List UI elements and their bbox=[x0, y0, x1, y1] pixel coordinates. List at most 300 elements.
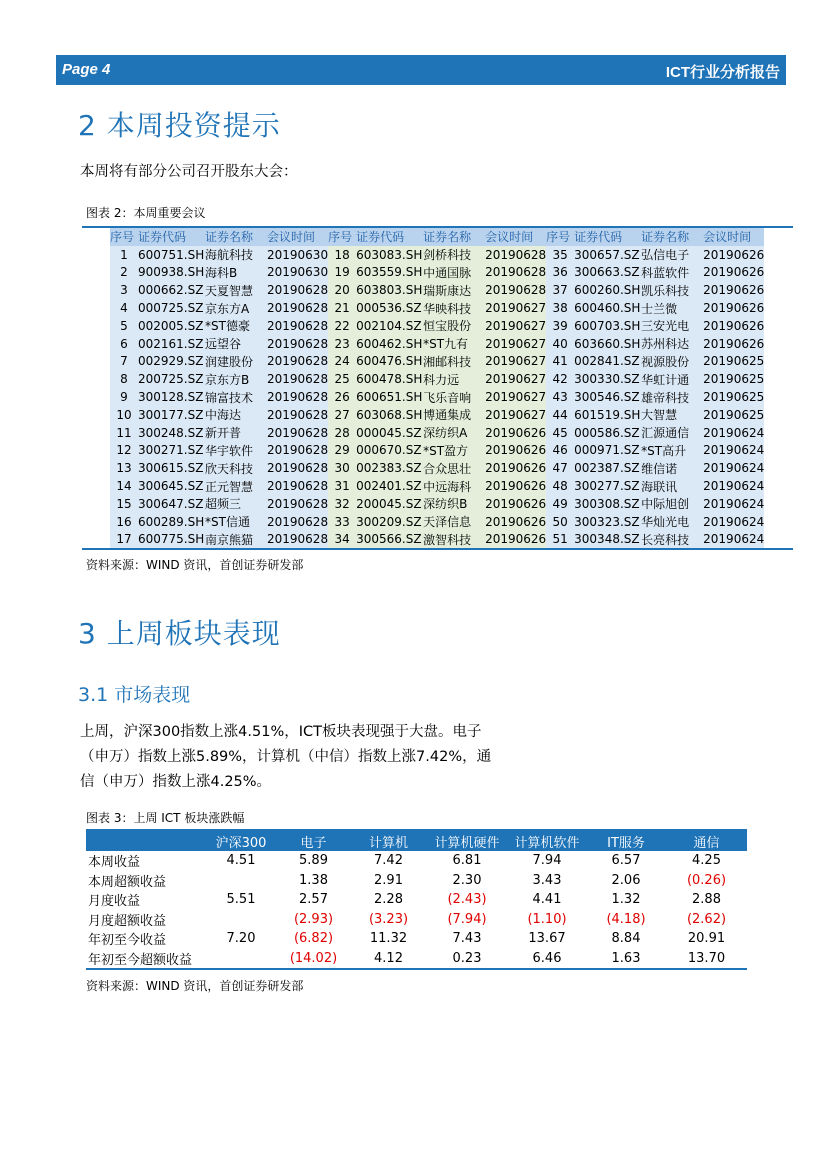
table-cell: 002383.SZ bbox=[356, 461, 422, 476]
table-cell: 5.51 bbox=[226, 892, 256, 908]
column-header: 证券代码 bbox=[138, 228, 205, 246]
table-cell: 600751.SH bbox=[138, 247, 205, 262]
table-cell: 20190626 bbox=[485, 532, 547, 547]
table-cell: 激智科技 bbox=[423, 531, 485, 549]
table-cell: 20190630 bbox=[267, 247, 329, 262]
table-cell: 600478.SH bbox=[356, 372, 423, 387]
table-row bbox=[110, 246, 764, 264]
table-row bbox=[110, 299, 764, 317]
table-cell: 中海达 bbox=[205, 406, 267, 424]
column-header: 计算机硬件 bbox=[426, 831, 508, 851]
table-cell: 19 bbox=[328, 264, 356, 282]
table-cell: 22 bbox=[328, 317, 356, 335]
table-cell: 36 bbox=[546, 264, 574, 282]
table-cell: 6 bbox=[110, 335, 138, 353]
table-cell: 4.12 bbox=[374, 950, 403, 966]
table-cell: (2.93) bbox=[293, 911, 334, 927]
table-cell: 20190627 bbox=[485, 390, 547, 405]
table-cell: (6.82) bbox=[293, 931, 334, 947]
table-cell: 20190628 bbox=[267, 318, 329, 333]
column-header: 序号 bbox=[328, 228, 356, 246]
table-cell: *ST高升 bbox=[641, 442, 703, 460]
meeting-table bbox=[82, 226, 793, 550]
table-cell: 002104.SZ bbox=[356, 318, 422, 333]
table-cell: 600703.SH bbox=[574, 318, 641, 333]
column-header: IT服务 bbox=[586, 831, 666, 851]
table-cell: 000662.SZ bbox=[138, 283, 204, 298]
table-cell: 2 bbox=[110, 264, 138, 282]
table-cell: 三安光电 bbox=[641, 317, 703, 335]
column-header: 沪深300 bbox=[206, 831, 276, 851]
table-row bbox=[110, 424, 764, 442]
table-cell: 13.70 bbox=[687, 950, 726, 966]
table-cell: 20190625 bbox=[703, 372, 765, 387]
sector-performance-table bbox=[86, 829, 747, 970]
table-cell: *ST盈方 bbox=[423, 442, 485, 460]
table-cell: 20190627 bbox=[485, 336, 547, 351]
table-row bbox=[110, 531, 764, 549]
table-row bbox=[110, 459, 764, 477]
table-cell: 300645.SZ bbox=[138, 479, 204, 494]
table-cell: 20190625 bbox=[703, 354, 765, 369]
table-cell: 300128.SZ bbox=[138, 390, 204, 405]
table-bottom-rule bbox=[86, 968, 747, 970]
table-cell: 10 bbox=[110, 406, 138, 424]
table-cell: 34 bbox=[328, 531, 356, 549]
table-cell: 603083.SH bbox=[356, 247, 423, 262]
table-cell: 20190627 bbox=[485, 372, 547, 387]
table-cell: 47 bbox=[546, 459, 574, 477]
table-cell: 300348.SZ bbox=[574, 532, 640, 547]
table-cell: 002841.SZ bbox=[574, 354, 640, 369]
table-cell: 视源股份 bbox=[641, 353, 703, 371]
table-row bbox=[110, 264, 764, 282]
table-cell: 中通国脉 bbox=[423, 264, 485, 282]
column-header: 证券名称 bbox=[641, 228, 703, 246]
table-cell: 20190628 bbox=[485, 265, 547, 280]
table-cell: 42 bbox=[546, 370, 574, 388]
table-cell bbox=[206, 871, 276, 891]
table-cell: 600476.SH bbox=[356, 354, 423, 369]
table-cell: 000536.SZ bbox=[356, 301, 422, 316]
table-cell: (3.23) bbox=[368, 911, 409, 927]
table-cell: 20190626 bbox=[485, 425, 547, 440]
table-cell: 20190625 bbox=[703, 407, 765, 422]
section-2-intro: 本周将有部分公司召开股东大会： bbox=[80, 164, 298, 180]
table-row bbox=[86, 910, 747, 930]
table-cell: 2.30 bbox=[452, 872, 482, 888]
column-header: 证券代码 bbox=[574, 228, 641, 246]
table-row bbox=[110, 281, 764, 299]
table-cell: 21 bbox=[328, 299, 356, 317]
table-cell: 20 bbox=[328, 281, 356, 299]
row-label: 月度收益 bbox=[88, 894, 141, 910]
table-cell: 正元智慧 bbox=[205, 477, 267, 495]
section-2-heading: 2 本周投资提示 bbox=[78, 109, 281, 142]
table-cell: 20.91 bbox=[687, 931, 726, 947]
table-row bbox=[110, 406, 764, 424]
section-3-heading: 3 上周板块表现 bbox=[78, 617, 281, 650]
table-row bbox=[110, 495, 764, 513]
table-cell: 湘邮科技 bbox=[423, 353, 485, 371]
table-cell: 31 bbox=[328, 477, 356, 495]
table-cell: 43 bbox=[546, 388, 574, 406]
table-cell: 603803.SH bbox=[356, 283, 423, 298]
table-cell: 20190626 bbox=[703, 283, 765, 298]
table-cell: 300566.SZ bbox=[356, 532, 422, 547]
table-cell: 华灿光电 bbox=[641, 513, 703, 531]
table-cell: 300209.SZ bbox=[356, 514, 422, 529]
table-cell: 20190624 bbox=[703, 479, 765, 494]
table-cell: 华映科技 bbox=[423, 299, 485, 317]
section-3-1-heading: 3.1 市场表现 bbox=[78, 684, 191, 706]
table-cell: 深纺织B bbox=[423, 495, 485, 513]
table-cell: 20190628 bbox=[267, 425, 329, 440]
table-row bbox=[110, 353, 764, 371]
table-cell: 海联讯 bbox=[641, 477, 703, 495]
table-cell: 长亮科技 bbox=[641, 531, 703, 549]
table-cell: 300663.SZ bbox=[574, 265, 640, 280]
page-header-bar bbox=[56, 55, 786, 85]
table-cell: 600651.SH bbox=[356, 390, 423, 405]
table-cell: 士兰微 bbox=[641, 299, 703, 317]
table-cell: 33 bbox=[328, 513, 356, 531]
table-cell: 8 bbox=[110, 370, 138, 388]
table-cell: 24 bbox=[328, 353, 356, 371]
column-header: 序号 bbox=[546, 228, 574, 246]
column-header: 证券代码 bbox=[356, 228, 423, 246]
table-cell: 远望谷 bbox=[205, 335, 267, 353]
table-cell: 14 bbox=[110, 477, 138, 495]
table-cell: 7.94 bbox=[532, 853, 562, 869]
table-cell: 51 bbox=[546, 531, 574, 549]
table-cell: 20190628 bbox=[267, 372, 329, 387]
table-row bbox=[110, 442, 764, 460]
table-row bbox=[110, 317, 764, 335]
table-cell: 40 bbox=[546, 335, 574, 353]
table-cell: 002387.SZ bbox=[574, 461, 640, 476]
table-cell: 20190624 bbox=[703, 532, 765, 547]
table-cell: 飞乐音响 bbox=[423, 388, 485, 406]
table-cell: (7.94) bbox=[447, 911, 487, 927]
table-cell: 300177.SZ bbox=[138, 407, 204, 422]
table-cell: 18 bbox=[328, 246, 356, 264]
table-cell: 锦富技术 bbox=[205, 388, 267, 406]
table-cell: 2.28 bbox=[374, 892, 403, 908]
table-cell: 20190628 bbox=[485, 247, 547, 262]
row-label: 月度超额收益 bbox=[88, 913, 167, 929]
table-cell: 300271.SZ bbox=[138, 443, 204, 458]
table-cell: (2.62) bbox=[686, 911, 727, 927]
table-cell: 900938.SH bbox=[138, 265, 205, 280]
table-cell: *ST九有 bbox=[423, 335, 485, 353]
table-cell: 7.43 bbox=[452, 931, 482, 947]
table-cell: 20190626 bbox=[485, 479, 547, 494]
table-cell: 29 bbox=[328, 442, 356, 460]
table-cell: 603559.SH bbox=[356, 265, 423, 280]
table-cell: 超频三 bbox=[205, 495, 267, 513]
table-cell: 2.91 bbox=[374, 872, 403, 888]
table-cell: 4.41 bbox=[532, 892, 562, 908]
table-cell: 20190624 bbox=[703, 425, 765, 440]
table-cell: 300647.SZ bbox=[138, 496, 204, 511]
column-header bbox=[86, 831, 206, 851]
table-cell: 凯乐科技 bbox=[641, 281, 703, 299]
column-header: 会议时间 bbox=[703, 228, 764, 246]
row-label: 本周超额收益 bbox=[88, 874, 167, 890]
table-cell: 200045.SZ bbox=[356, 496, 422, 511]
table-cell: 7 bbox=[110, 353, 138, 371]
table-cell: 46 bbox=[546, 442, 574, 460]
table-cell: 2.88 bbox=[692, 892, 721, 908]
table-cell: 002161.SZ bbox=[138, 336, 204, 351]
table-cell: 300308.SZ bbox=[574, 496, 640, 511]
table-cell: 600460.SH bbox=[574, 301, 641, 316]
table-cell: 13.67 bbox=[528, 931, 566, 947]
table-cell: 300546.SZ bbox=[574, 390, 640, 405]
table-cell: 20190626 bbox=[703, 265, 765, 280]
table-cell: 7.42 bbox=[374, 853, 403, 869]
table-cell: 欣天科技 bbox=[205, 459, 267, 477]
table-cell: 16 bbox=[110, 513, 138, 531]
table-cell: 1 bbox=[110, 246, 138, 264]
table-row bbox=[110, 388, 764, 406]
table-cell: 300277.SZ bbox=[574, 479, 640, 494]
report-title: ICT行业分析报告 bbox=[665, 64, 780, 81]
table-cell: 9 bbox=[110, 388, 138, 406]
table-row bbox=[86, 929, 747, 949]
table-cell: 600260.SH bbox=[574, 283, 641, 298]
table-cell: 6.46 bbox=[532, 950, 562, 966]
table-cell: 20190626 bbox=[485, 443, 547, 458]
table-cell: 32 bbox=[328, 495, 356, 513]
table-cell: 海航科技 bbox=[205, 246, 267, 264]
table-cell: 京东方B bbox=[205, 370, 267, 388]
table-cell: 17 bbox=[110, 531, 138, 549]
table-cell: 12 bbox=[110, 442, 138, 460]
table-cell: 20190628 bbox=[267, 336, 329, 351]
table-cell: 48 bbox=[546, 477, 574, 495]
table-cell: 20190624 bbox=[703, 514, 765, 529]
column-header: 会议时间 bbox=[485, 228, 546, 246]
table-cell bbox=[206, 910, 276, 930]
table-cell: (4.18) bbox=[606, 911, 646, 927]
table-cell: 44 bbox=[546, 406, 574, 424]
table-cell: 000045.SZ bbox=[356, 425, 422, 440]
table-cell: 6.57 bbox=[611, 853, 641, 869]
table-cell: 20190630 bbox=[267, 265, 329, 280]
table-cell: 20190628 bbox=[267, 461, 329, 476]
table-cell: 000725.SZ bbox=[138, 301, 204, 316]
table-cell: 20190627 bbox=[485, 318, 547, 333]
table-cell: 300615.SZ bbox=[138, 461, 204, 476]
table-cell: *ST信通 bbox=[205, 513, 267, 531]
table-cell: 20190627 bbox=[485, 301, 547, 316]
table-cell: 300323.SZ bbox=[574, 514, 640, 529]
table-cell: 弘信电子 bbox=[641, 246, 703, 264]
table-cell: 20190624 bbox=[703, 443, 765, 458]
table-cell: 11 bbox=[110, 424, 138, 442]
table-cell: 000670.SZ bbox=[356, 443, 422, 458]
table-cell: 20190628 bbox=[485, 283, 547, 298]
table-row bbox=[110, 477, 764, 495]
table-cell: 49 bbox=[546, 495, 574, 513]
table-cell: 300330.SZ bbox=[574, 372, 640, 387]
table-cell: 002929.SZ bbox=[138, 354, 204, 369]
table-cell: 1.32 bbox=[611, 892, 641, 908]
table-cell: 50 bbox=[546, 513, 574, 531]
table-cell: 恒宝股份 bbox=[423, 317, 485, 335]
table-cell: 20190628 bbox=[267, 301, 329, 316]
table-cell: 20190626 bbox=[703, 318, 765, 333]
table-cell: 300248.SZ bbox=[138, 425, 204, 440]
table-cell: (2.43) bbox=[447, 892, 487, 908]
table-cell: (14.02) bbox=[289, 950, 338, 966]
table-cell: 华虹计通 bbox=[641, 370, 703, 388]
table-cell: 天夏智慧 bbox=[205, 281, 267, 299]
table-cell: 603660.SH bbox=[574, 336, 641, 351]
table-cell: 20190626 bbox=[703, 301, 765, 316]
table-cell: 13 bbox=[110, 459, 138, 477]
table-cell: 中际旭创 bbox=[641, 495, 703, 513]
table-row bbox=[86, 871, 747, 891]
table-cell: 38 bbox=[546, 299, 574, 317]
table-cell: 20190626 bbox=[485, 496, 547, 511]
figure-3-source: 资料来源：WIND 资讯，首创证券研发部 bbox=[86, 979, 304, 993]
table-cell: 11.32 bbox=[369, 931, 408, 947]
table-row bbox=[110, 335, 764, 353]
market-summary-paragraph bbox=[80, 720, 491, 795]
table-cell: 华宇软件 bbox=[205, 442, 267, 460]
table-cell: 雄帝科技 bbox=[641, 388, 703, 406]
table-row bbox=[110, 370, 764, 388]
table-cell: 中远海科 bbox=[423, 477, 485, 495]
table-cell: 2.57 bbox=[299, 892, 328, 908]
column-header: 证券名称 bbox=[423, 228, 485, 246]
table-cell: 瑞斯康达 bbox=[423, 281, 485, 299]
table-cell: 京东方A bbox=[205, 299, 267, 317]
table-cell: 27 bbox=[328, 406, 356, 424]
table-cell: 3 bbox=[110, 281, 138, 299]
table-cell: 剑桥科技 bbox=[423, 246, 485, 264]
table-cell: 大智慧 bbox=[641, 406, 703, 424]
column-header: 电子 bbox=[276, 831, 351, 851]
table-cell: 002401.SZ bbox=[356, 479, 422, 494]
table-cell: 6.81 bbox=[452, 853, 482, 869]
table-cell: 4.25 bbox=[692, 853, 721, 869]
table-cell: 新开普 bbox=[205, 424, 267, 442]
table-cell: 20190624 bbox=[703, 461, 765, 476]
table-cell: 28 bbox=[328, 424, 356, 442]
table-cell: 601519.SH bbox=[574, 407, 641, 422]
page-number: Page 4 bbox=[62, 61, 111, 78]
figure-3-caption: 图表 3：上周 ICT 板块涨跌幅 bbox=[86, 811, 245, 825]
table-cell: 600462.SH bbox=[356, 336, 423, 351]
table-header-row bbox=[110, 228, 764, 246]
table-header-row bbox=[86, 831, 747, 851]
table-cell: 博通集成 bbox=[423, 406, 485, 424]
table-row bbox=[86, 851, 747, 871]
table-cell: 南京熊猫 bbox=[205, 531, 267, 549]
table-cell: *ST德豪 bbox=[205, 317, 267, 335]
table-cell: 25 bbox=[328, 370, 356, 388]
table-cell: 300657.SZ bbox=[574, 247, 640, 262]
table-cell: 41 bbox=[546, 353, 574, 371]
row-label: 年初至今收益 bbox=[88, 933, 167, 949]
column-header: 序号 bbox=[110, 228, 138, 246]
table-cell: 20190627 bbox=[485, 407, 547, 422]
table-cell: 苏州科达 bbox=[641, 335, 703, 353]
table-cell: 4.51 bbox=[226, 853, 256, 869]
table-cell: 3.43 bbox=[532, 872, 562, 888]
table-cell: 润建股份 bbox=[205, 353, 267, 371]
table-cell: 20190626 bbox=[485, 461, 547, 476]
table-cell: 深纺织A bbox=[423, 424, 485, 442]
table-cell: 20190626 bbox=[703, 247, 765, 262]
table-cell: 20190626 bbox=[703, 336, 765, 351]
figure-2-source: 资料来源：WIND 资讯，首创证券研发部 bbox=[86, 558, 304, 572]
table-cell: 汇源通信 bbox=[641, 424, 703, 442]
table-cell: 20190627 bbox=[485, 354, 547, 369]
table-cell: 20190628 bbox=[267, 443, 329, 458]
table-cell: (1.10) bbox=[527, 911, 567, 927]
table-cell: 0.23 bbox=[452, 950, 482, 966]
table-cell: 603068.SH bbox=[356, 407, 423, 422]
table-cell: 45 bbox=[546, 424, 574, 442]
table-cell: 35 bbox=[546, 246, 574, 264]
column-header: 计算机 bbox=[351, 831, 426, 851]
table-cell: 600775.SH bbox=[138, 532, 205, 547]
table-cell: 5.89 bbox=[299, 853, 328, 869]
table-cell: 20190628 bbox=[267, 514, 329, 529]
table-cell: 7.20 bbox=[226, 931, 256, 947]
table-cell: 000586.SZ bbox=[574, 425, 640, 440]
table-cell: 200725.SZ bbox=[138, 372, 204, 387]
paragraph-line: 上周，沪深300指数上涨4.51%，ICT板块表现强于大盘。电子 bbox=[80, 724, 482, 740]
table-cell: 1.38 bbox=[299, 872, 328, 888]
column-header: 计算机软件 bbox=[508, 831, 586, 851]
table-cell: 20190628 bbox=[267, 532, 329, 547]
table-cell: 20190628 bbox=[267, 407, 329, 422]
table-cell: 002005.SZ bbox=[138, 318, 204, 333]
table-cell: 20190628 bbox=[267, 354, 329, 369]
table-cell: 15 bbox=[110, 495, 138, 513]
table-cell: 20190625 bbox=[703, 390, 765, 405]
table-cell: 39 bbox=[546, 317, 574, 335]
table-cell: 20190628 bbox=[267, 496, 329, 511]
table-cell: 2.06 bbox=[611, 872, 641, 888]
row-label: 年初至今超额收益 bbox=[88, 952, 193, 968]
table-row bbox=[86, 949, 747, 969]
table-cell: 海科B bbox=[205, 264, 267, 282]
table-cell: 600289.SH bbox=[138, 514, 205, 529]
table-row bbox=[86, 890, 747, 910]
column-header: 证券名称 bbox=[205, 228, 267, 246]
table-cell: 20190624 bbox=[703, 496, 765, 511]
table-cell: 科力远 bbox=[423, 370, 485, 388]
table-cell: 1.63 bbox=[611, 950, 641, 966]
table-cell: 维信诺 bbox=[641, 459, 703, 477]
table-cell: 合众思壮 bbox=[423, 459, 485, 477]
table-cell: 000971.SZ bbox=[574, 443, 640, 458]
table-cell: 23 bbox=[328, 335, 356, 353]
table-cell: 37 bbox=[546, 281, 574, 299]
table-row bbox=[110, 513, 764, 531]
table-cell: 26 bbox=[328, 388, 356, 406]
table-cell: 20190628 bbox=[267, 390, 329, 405]
table-bottom-rule bbox=[82, 548, 793, 550]
table-cell: 5 bbox=[110, 317, 138, 335]
